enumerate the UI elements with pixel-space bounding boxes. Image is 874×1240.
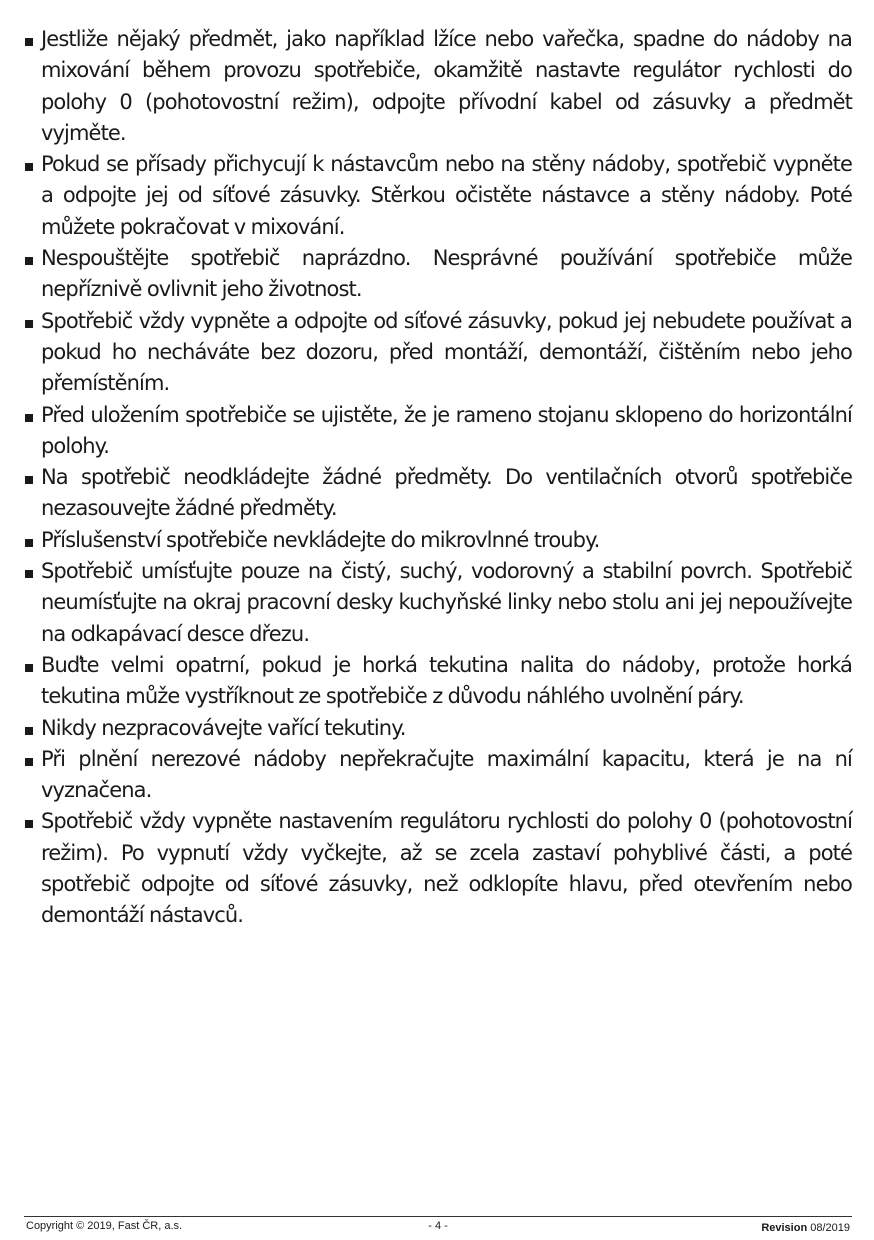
list-item [24,713,852,744]
square-bullet-icon [25,758,33,766]
list-item [24,24,852,149]
revision-date: 08/2019 [810,1222,850,1234]
square-bullet-icon [25,476,33,484]
square-bullet-icon [25,727,33,735]
list-item [24,525,852,556]
list-item-text: Před uložením spotřebiče se ujistěte, že je rameno stojanu sklopeno do horizontální polohy. [41,402,852,458]
list-item-text: Při plnění nerezové nádoby nepřekračujte maximální kapacitu, která je na ní vyznačena. [41,746,852,803]
list-item-text: Nikdy nezpracovávejte vařící tekutiny. [41,715,406,740]
list-item-text: Nespouštějte spotřebič naprázdno. Nesprávné používání spotřebiče může nepříznivě ovlivnit jeho životnost. [41,246,852,302]
list-item [24,462,852,525]
list-item [24,556,852,650]
copyright-notice: Copyright © 2019, Fast ČR, a.s. [26,1220,183,1232]
list-item [24,306,852,400]
list-item-text: Jestliže nějaký předmět, jako například lžíce nebo vařečka, spadne do nádoby na mixování během provozu spotřebiče, okamžitě nastavte regulátor rychlosti do polohy 0 (pohotovostní režim), odpojte přívodní kabel od zásuvky a předmět vyjměte. [41,27,852,145]
revision-info [761,1222,850,1234]
square-bullet-icon [25,38,33,46]
page-footer [24,1216,852,1237]
list-item-text: Spotřebič vždy vypněte nastavením regulátoru rychlosti do polohy 0 (pohotovostní režim). Po vypnutí vždy vyčkejte, až se zcela zastaví pohyblivé části, a poté spotřebič odpojte od síťové zásuvky, než odklopíte hlavu, před otevřením nebo demontáží nástavců. [41,809,852,928]
safety-instructions-list [24,24,852,932]
square-bullet-icon [25,539,33,547]
document-body [24,24,852,932]
list-item [24,243,852,306]
list-item-text: Buďte velmi opatrní, pokud je horká tekutina nalita do nádoby, protože horká tekutina může vystříknout ze spotřebiče z důvodu náhlého uvolnění páry. [41,652,852,709]
list-item-text: Pokud se přísady přichycují k nástavcům nebo na stěny nádoby, spotřebič vypněte a odpojte jej od síťové zásuvky. Stěrkou očistěte nástavce a stěny nádoby. Poté můžete pokračovat v mixování. [41,152,852,239]
list-item-text: Příslušenství spotřebiče nevkládejte do mikrovlnné trouby. [41,527,600,552]
list-item [24,806,852,931]
square-bullet-icon [25,820,33,828]
list-item [24,650,852,713]
square-bullet-icon [25,570,33,578]
square-bullet-icon [25,664,33,672]
list-item-text: Spotřebič vždy vypněte a odpojte od síťové zásuvky, pokud jej nebudete používat a pokud ho necháváte bez dozoru, před montáží, demontáží, čištěním nebo jeho přemístěním. [41,308,852,396]
list-item [24,400,852,463]
page-number: - 4 - [428,1220,448,1232]
list-item-text: Na spotřebič neodkládejte žádné předměty. Do ventilačních otvorů spotřebiče nezasouvejte žádné předměty. [41,465,852,521]
list-item [24,149,852,243]
list-item-text: Spotřebič umísťujte pouze na čistý, suchý, vodorovný a stabilní povrch. Spotřebič neumísťujte na okraj pracovní desky kuchyňské linky nebo stolu ani jej nepoužívejte na odkapávací desce dřezu. [41,559,852,646]
square-bullet-icon [25,257,33,265]
square-bullet-icon [25,414,33,422]
list-item [24,744,852,807]
revision-label: Revision [761,1222,808,1234]
square-bullet-icon [25,320,33,328]
square-bullet-icon [25,163,33,171]
